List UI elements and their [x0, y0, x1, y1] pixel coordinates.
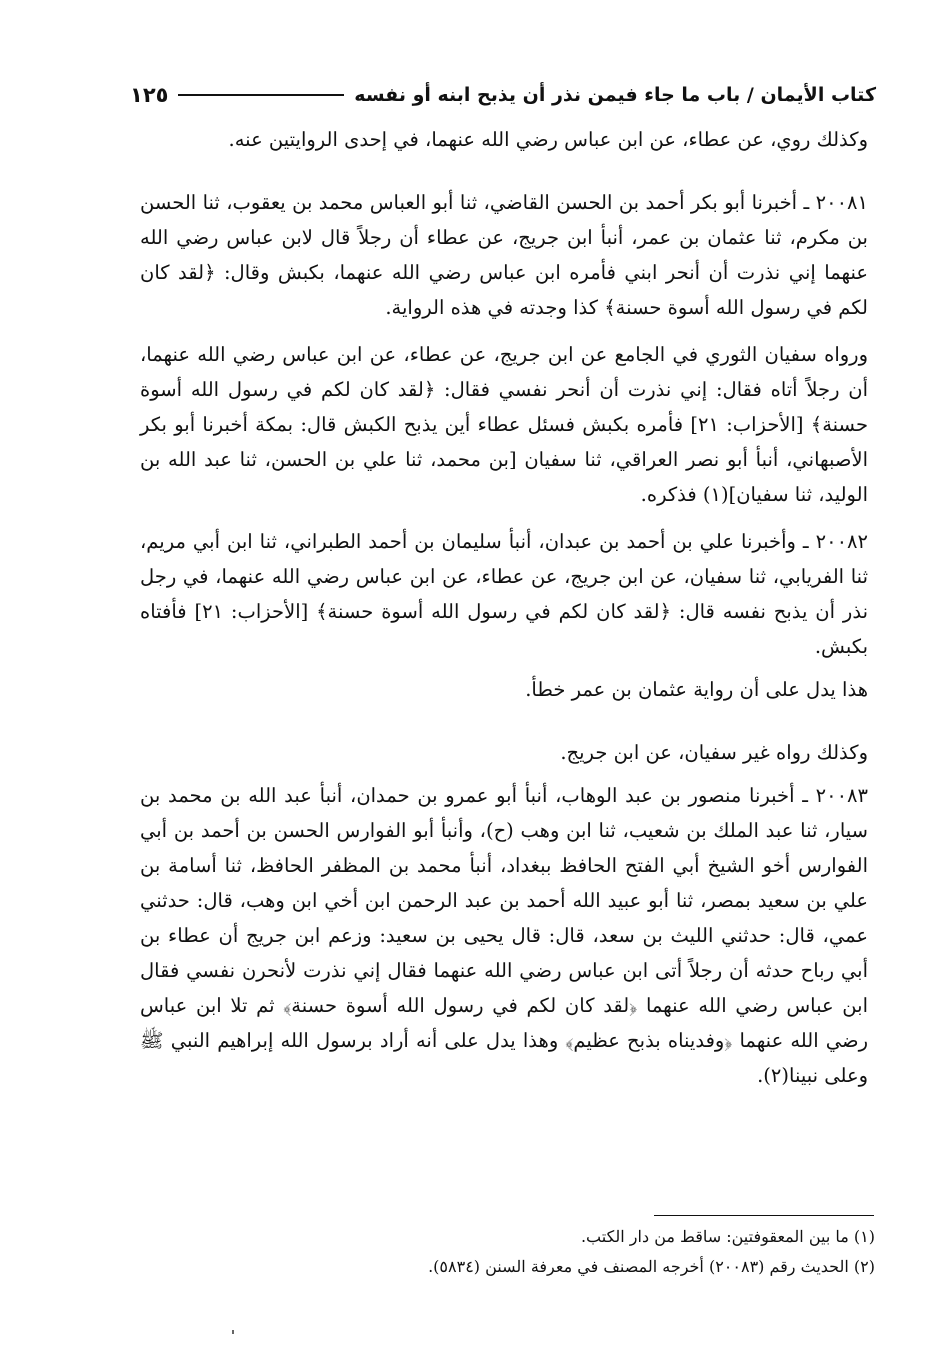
footnote-2: (٢) الحديث رقم (٢٠٠٨٣) أخرجه المصنف في معرفة السنن (٥٨٣٤). — [428, 1257, 875, 1276]
chapter-title: كتاب الأيمان / باب ما جاء فيمن نذر أن يذبح ابنه أو نفسه — [354, 84, 876, 106]
main-text — [140, 122, 868, 1105]
hadith-20082: ٢٠٠٨٢ ـ وأخبرنا علي بن أحمد بن عبدان، أنبأ سليمان بن أحمد الطبراني، ثنا ابن أبي مريم، ثنا الفريابي، ثنا سفيان، عن ابن جريج، عن عطاء، عن ابن عباس رضي الله عنهما، في رجل نذر أن يذبح نفسه قال: ﴿لقد كان لكم في رسول الله أسوة حسنة﴾ [الأحزاب: ٢١] فأفتاه بكبش. — [140, 530, 868, 658]
paragraph-comment: هذا يدل على أن رواية عثمان بن عمر خطأ. — [525, 678, 868, 701]
footnotes — [140, 1222, 875, 1282]
running-header — [130, 78, 876, 112]
hadith-20081: ٢٠٠٨١ ـ أخبرنا أبو بكر أحمد بن الحسن القاضي، ثنا أبو العباس محمد بن يعقوب، ثنا الحسن بن مكرم، ثنا عثمان بن عمر، أنبأ ابن جريج، عن عطاء أن رجلاً قال لابن عباس رضي الله عنهما إني نذرت أن أنحر ابني فأمره ابن عباس رضي الله عنهما، بكبش وقال: ﴿لقد كان لكم في رسول الله أسوة حسنة﴾ كذا وجدته في هذه الرواية. — [140, 191, 868, 319]
paragraph-intro: وكذلك روي، عن عطاء، عن ابن عباس رضي الله عنهما، في إحدى الروايتين عنه. — [228, 128, 868, 151]
footnote-1: (١) ما بين المعقوفتين: ساقط من دار الكتب. — [580, 1227, 875, 1246]
scan-speck — [232, 1330, 234, 1334]
footnote-separator — [654, 1215, 874, 1216]
paragraph-also: وكذلك رواه غير سفيان، عن ابن جريج. — [560, 741, 868, 764]
paragraph-thawri: ورواه سفيان الثوري في الجامع عن ابن جريج، عن عطاء، عن ابن عباس رضي الله عنهما، أن رجلاً أتاه فقال: إني نذرت أن أنحر نفسي فقال: ﴿لقد كان لكم في رسول الله أسوة حسنة﴾ [الأحزاب: ٢١] فأمره بكبش فسئل عطاء أين يذبح الكبش قال: بمكة أخبرنا أبو بكر الأصبهاني، أنبأ أبو نصر العراقي، ثنا سفيان [بن محمد، ثنا علي بن الحسن، ثنا عبد الله بن الوليد، ثنا سفيان](١) فذكره. — [140, 343, 868, 506]
page-number: ١٢٥ — [130, 83, 169, 107]
header-rule — [178, 94, 344, 96]
hadith-20083: ٢٠٠٨٣ ـ أخبرنا منصور بن عبد الوهاب، أنبأ أبو عمرو بن حمدان، أنبأ عبد الله بن محمد بن سيار، ثنا عبد الملك بن شعيب، ثنا ابن وهب (ح)، وأنبأ أبو الفوارس الحسن بن أحمد بن أبي الفوارس أخو الشيخ أبي الفتح الحافظ ببغداد، أنبأ محمد بن المظفر الحافظ، ثنا أسامة بن علي بن سعيد بمصر، ثنا أبو عبيد الله أحمد بن عبد الرحمن ابن أخي ابن وهب، قال: حدثني عمي، قال: حدثني الليث بن سعد، قال: قال يحيى بن سعيد: وزعم ابن جريج أن عطاء بن أبي رباح حدثه أن رجلاً أتى ابن عباس رضي الله عنهما فقال إني نذرت لأنحرن نفسي فقال ابن عباس رضي الله عنهما ﴿لقد كان لكم في رسول الله أسوة حسنة﴾ ثم تلا ابن عباس رضي الله عنهما ﴿وفديناه بذبح عظيم﴾ وهذا يدل على أنه أراد برسول الله إبراهيم النبي ﷺ وعلى نبينا(٢). — [140, 784, 868, 1087]
